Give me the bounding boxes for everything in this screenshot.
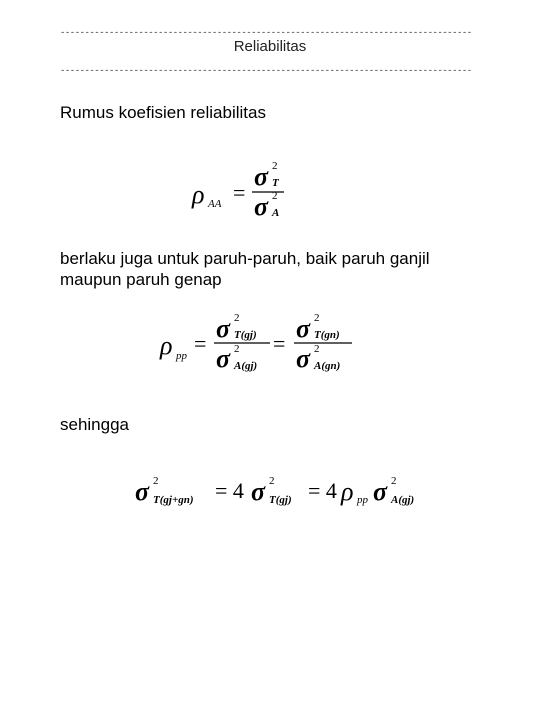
equals-four-2: = 4	[308, 478, 337, 503]
denominator-superscript: 2	[272, 190, 278, 202]
numerator-2-subscript: T(gn)	[314, 329, 340, 341]
sigma-denominator-2: σ	[296, 344, 311, 373]
sigma-lhs: σ	[135, 477, 150, 506]
sigma-numerator-1: σ	[216, 314, 231, 343]
numerator-superscript: 2	[272, 160, 278, 172]
sigma-numerator: σ	[254, 162, 269, 191]
middle-superscript: 2	[269, 475, 275, 487]
numerator-1-subscript: T(gj)	[234, 329, 257, 341]
numerator-2-superscript: 2	[314, 312, 320, 324]
formula-variance-relation	[133, 468, 443, 513]
page-title: Reliabilitas	[233, 38, 307, 55]
numerator-1-superscript: 2	[234, 312, 240, 324]
formula-reliability-coefficient	[190, 155, 290, 225]
sigma-denominator-1: σ	[216, 344, 231, 373]
header-rule-bottom: ------------------------------------------------------------------------------------	[60, 66, 472, 76]
paragraph-sehingga: sehingga	[60, 415, 130, 434]
paragraph-berlaku: berlaku juga untuk paruh-paruh, baik paruh ganjil maupun paruh genap	[60, 249, 430, 289]
rho-subscript: AA	[208, 198, 222, 210]
sigma-denominator: σ	[254, 192, 269, 221]
denominator-1-superscript: 2	[234, 343, 240, 355]
rho-subscript: pp	[176, 350, 187, 362]
denominator-2-subscript: A(gn)	[314, 360, 341, 372]
denominator-subscript: A	[272, 207, 280, 219]
equals-sign-1: =	[194, 331, 207, 356]
rho-symbol: ρ	[341, 477, 354, 506]
denominator-1-subscript: A(gj)	[234, 360, 258, 372]
sigma-middle: σ	[251, 477, 266, 506]
middle-subscript: T(gj)	[269, 494, 292, 506]
equals-sign: =	[233, 180, 246, 205]
rhs-subscript: A(gj)	[391, 494, 415, 506]
sigma-rhs: σ	[373, 477, 388, 506]
sigma-numerator-2: σ	[296, 314, 311, 343]
rhs-superscript: 2	[391, 475, 397, 487]
header-rule-top: ------------------------------------------------------------------------------------	[60, 28, 472, 38]
equals-sign-2: =	[273, 331, 286, 356]
formula-split-half	[158, 305, 363, 380]
rho-symbol: ρ	[192, 180, 205, 209]
rho-subscript: pp	[357, 494, 368, 506]
lhs-superscript: 2	[153, 475, 159, 487]
lhs-subscript: T(gj+gn)	[153, 494, 194, 506]
numerator-subscript: T	[272, 177, 279, 189]
equals-four-1: = 4	[215, 478, 244, 503]
rho-symbol: ρ	[160, 331, 173, 360]
denominator-2-superscript: 2	[314, 343, 320, 355]
paragraph-rumus: Rumus koefisien reliabilitas	[60, 103, 266, 122]
